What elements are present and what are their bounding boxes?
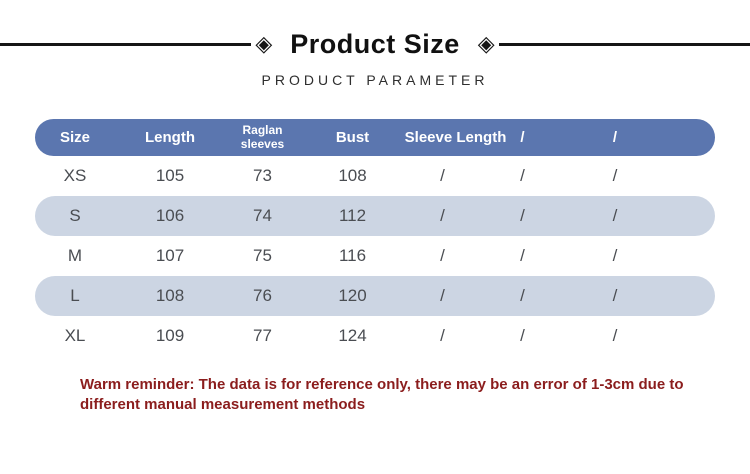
table-cell: / bbox=[612, 166, 618, 185]
table-cell: / bbox=[612, 246, 618, 265]
title-rule-right bbox=[499, 43, 750, 46]
diamond-icon: ◈ bbox=[477, 31, 495, 56]
table-cell: / bbox=[520, 326, 525, 345]
table-row-m bbox=[35, 236, 715, 276]
product-size-panel bbox=[0, 26, 750, 474]
table-row-s bbox=[35, 196, 715, 236]
table-cell: 105 bbox=[155, 166, 185, 185]
table-cell: L bbox=[70, 286, 80, 305]
table-cell: 120 bbox=[338, 286, 367, 305]
diamond-icon: ◈ bbox=[255, 31, 273, 56]
table-cell: S bbox=[69, 206, 81, 225]
table-cell: / bbox=[440, 246, 445, 265]
table-row-xs bbox=[35, 156, 715, 196]
table-cell: M bbox=[67, 246, 83, 265]
table-cell: / bbox=[440, 286, 445, 305]
warm-reminder-line-1: Warm reminder: The data is for reference only, there may be an error of 1-3cm due to bbox=[80, 376, 684, 393]
warm-reminder bbox=[80, 375, 750, 416]
table-cell: XS bbox=[63, 166, 87, 185]
column-header-bust: Bust bbox=[335, 129, 370, 146]
column-header-length: Length bbox=[145, 129, 195, 146]
table-header-row bbox=[35, 119, 715, 156]
table-cell: / bbox=[520, 166, 525, 185]
table-cell: / bbox=[440, 166, 445, 185]
table-cell: 124 bbox=[338, 326, 367, 345]
page-title: Product Size bbox=[290, 28, 460, 59]
table-row-xl bbox=[35, 316, 715, 356]
table-cell: 75 bbox=[253, 246, 272, 265]
table-cell: 73 bbox=[253, 166, 272, 185]
table-cell: / bbox=[612, 206, 618, 225]
column-header-size: Size bbox=[59, 129, 90, 146]
table-cell: 106 bbox=[155, 206, 185, 225]
table-cell: / bbox=[520, 286, 525, 305]
table-cell: 108 bbox=[338, 166, 367, 185]
column-header-slash-1: / bbox=[520, 129, 525, 146]
table-cell: / bbox=[612, 286, 618, 305]
table-cell: XL bbox=[64, 326, 86, 345]
section-title-row bbox=[0, 26, 750, 62]
table-row-l bbox=[35, 276, 715, 316]
table-cell: 107 bbox=[155, 246, 185, 265]
table-cell: 77 bbox=[253, 326, 272, 345]
size-table bbox=[35, 119, 715, 356]
table-cell: / bbox=[440, 326, 445, 345]
column-header-slash-2: / bbox=[612, 129, 618, 146]
table-cell: 108 bbox=[155, 286, 185, 305]
column-header-raglan-sleeves: Raglan sleeves bbox=[240, 122, 285, 151]
table-cell: / bbox=[520, 206, 525, 225]
table-cell: / bbox=[440, 206, 445, 225]
column-header-sleeve-length: Sleeve Length bbox=[404, 129, 507, 146]
table-cell: 112 bbox=[338, 206, 367, 225]
warm-reminder-line-2: different manual measurement methods bbox=[80, 396, 366, 414]
page-subtitle: PRODUCT PARAMETER bbox=[261, 72, 489, 88]
table-cell: 109 bbox=[155, 326, 185, 345]
table-cell: 76 bbox=[253, 286, 272, 305]
table-cell: 74 bbox=[253, 206, 272, 225]
table-cell: / bbox=[612, 326, 618, 345]
table-cell: 116 bbox=[338, 246, 367, 265]
table-cell: / bbox=[520, 246, 525, 265]
title-rule-left bbox=[0, 43, 251, 46]
